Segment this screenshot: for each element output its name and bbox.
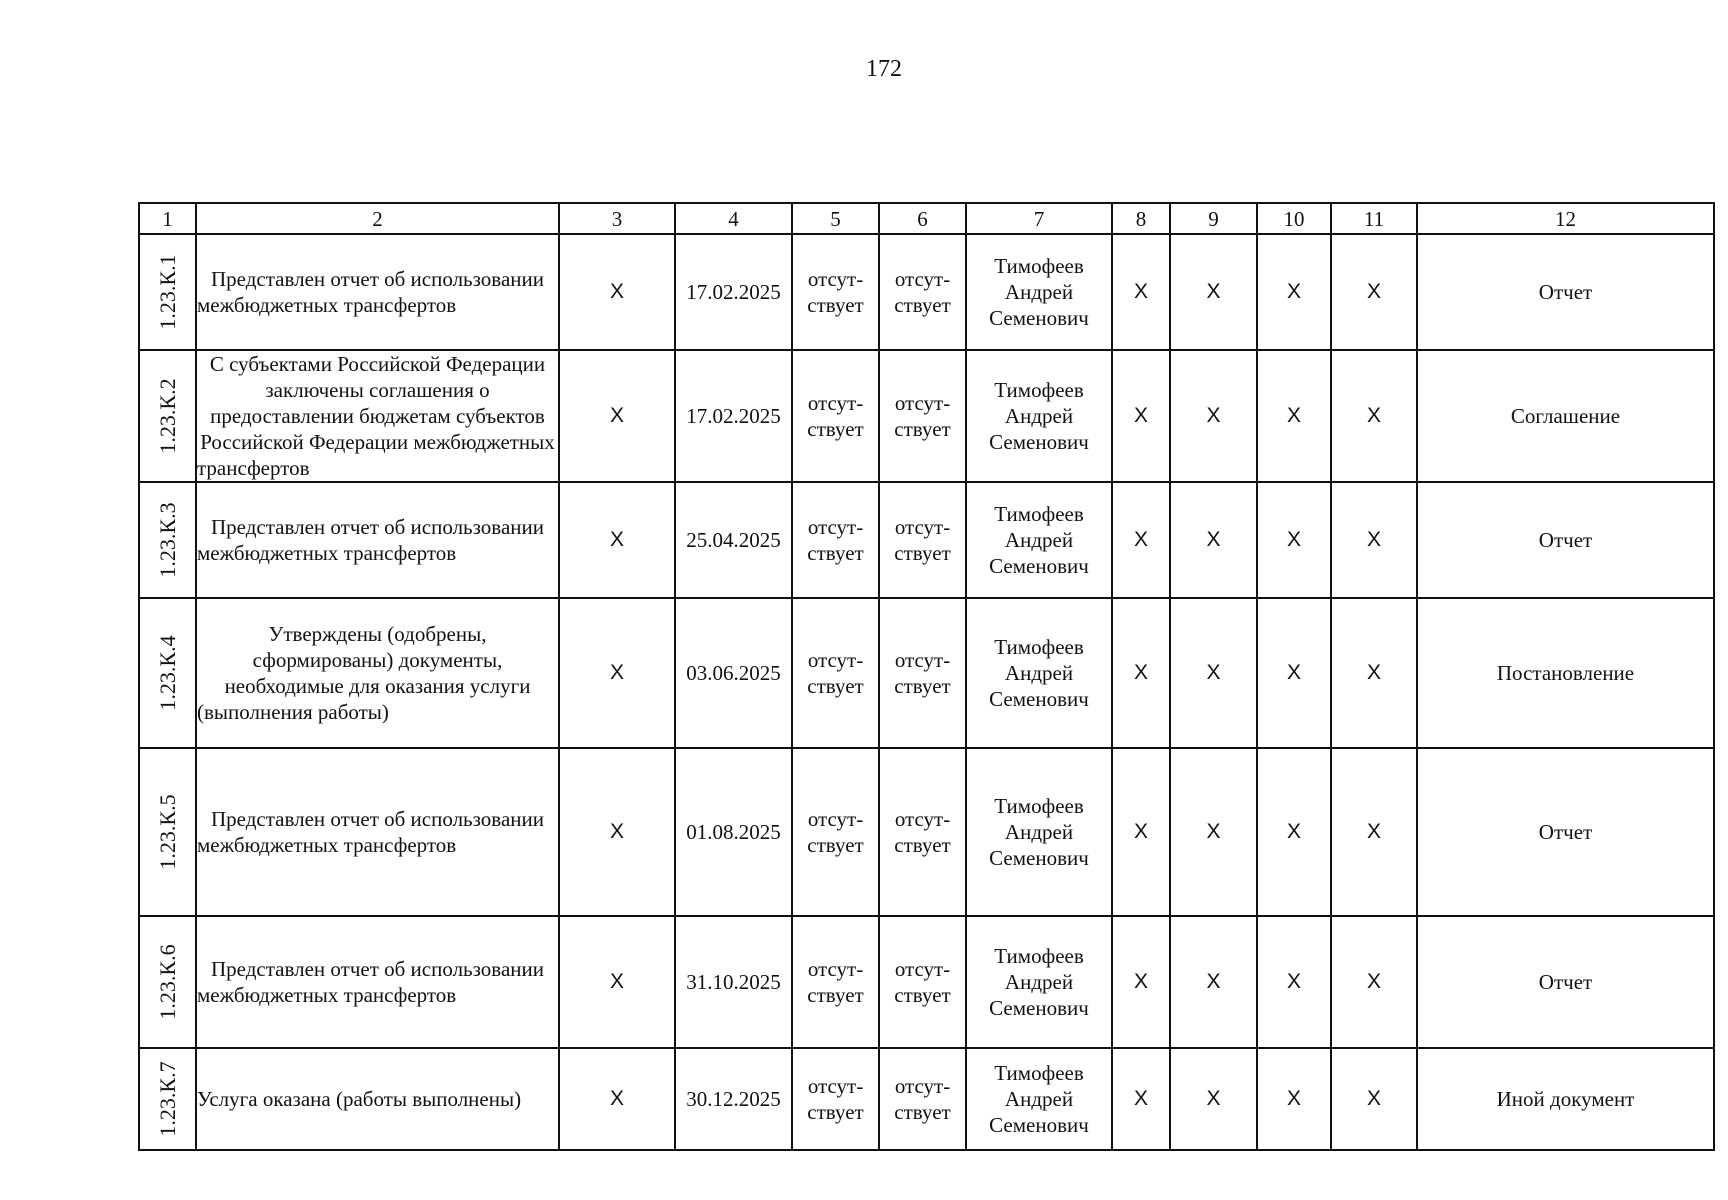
document-type-cell: Постановление — [1417, 598, 1714, 748]
table-row — [139, 748, 1714, 916]
table-row — [139, 1048, 1714, 1150]
document-type-cell: Отчет — [1417, 234, 1714, 350]
responsible-name-part: Семенович — [989, 996, 1089, 1020]
col6-cell: отсут-ствует — [879, 350, 966, 482]
col5-cell: отсут-ствует — [792, 1048, 879, 1150]
responsible-name-part: Тимофеев — [994, 635, 1084, 659]
column-number-header: 12 — [1417, 203, 1714, 234]
description-cell: Услуга оказана (работы выполнены) — [196, 1048, 559, 1150]
col8-cell: X — [1112, 234, 1170, 350]
date-cell: 03.06.2025 — [675, 598, 792, 748]
col10-cell: X — [1257, 598, 1331, 748]
col9-cell: X — [1170, 234, 1257, 350]
col6-cell: отсут-ствует — [879, 1048, 966, 1150]
col9-cell: X — [1170, 1048, 1257, 1150]
responsible-cell — [966, 748, 1112, 916]
col5-cell: отсут-ствует — [792, 234, 879, 350]
date-cell: 17.02.2025 — [675, 234, 792, 350]
responsible-cell — [966, 598, 1112, 748]
col11-cell: X — [1331, 350, 1417, 482]
table-row — [139, 482, 1714, 598]
date-cell: 31.10.2025 — [675, 916, 792, 1048]
row-code-cell — [139, 350, 196, 482]
col3-cell: X — [559, 350, 675, 482]
responsible-name-part: Андрей — [1004, 404, 1074, 428]
responsible-name-part: Семенович — [989, 687, 1089, 711]
col8-cell: X — [1112, 482, 1170, 598]
document-type-cell: Отчет — [1417, 916, 1714, 1048]
responsible-name-part: Тимофеев — [994, 794, 1084, 818]
responsible-name-part: Семенович — [989, 430, 1089, 454]
col11-cell: X — [1331, 748, 1417, 916]
responsible-cell — [966, 234, 1112, 350]
col3-cell: X — [559, 482, 675, 598]
col11-cell: X — [1331, 234, 1417, 350]
col6-cell: отсут-ствует — [879, 748, 966, 916]
row-code: 1.23.К.2 — [154, 378, 180, 454]
col3-cell: X — [559, 748, 675, 916]
col11-cell: X — [1331, 598, 1417, 748]
document-type-cell: Отчет — [1417, 482, 1714, 598]
document-type-cell: Отчет — [1417, 748, 1714, 916]
column-number-header: 7 — [966, 203, 1112, 234]
responsible-name-part: Андрей — [1004, 820, 1074, 844]
page-number: 172 — [866, 56, 902, 82]
col3-cell: X — [559, 234, 675, 350]
column-number-header: 8 — [1112, 203, 1170, 234]
col10-cell: X — [1257, 1048, 1331, 1150]
document-type-cell: Соглашение — [1417, 350, 1714, 482]
col6-cell: отсут-ствует — [879, 234, 966, 350]
responsible-name-part: Андрей — [1004, 970, 1074, 994]
description-cell: Представлен отчет об использовании межбюджетных трансфертов — [196, 234, 559, 350]
description-cell: Представлен отчет об использовании межбюджетных трансфертов — [196, 748, 559, 916]
col6-cell: отсут-ствует — [879, 598, 966, 748]
description-cell: Представлен отчет об использовании межбюджетных трансфертов — [196, 916, 559, 1048]
col6-cell: отсут-ствует — [879, 916, 966, 1048]
col3-cell: X — [559, 916, 675, 1048]
date-cell: 30.12.2025 — [675, 1048, 792, 1150]
col5-cell: отсут-ствует — [792, 916, 879, 1048]
col5-cell: отсут-ствует — [792, 350, 879, 482]
responsible-name-part: Андрей — [1004, 528, 1074, 552]
responsible-name-part: Тимофеев — [994, 378, 1084, 402]
col9-cell: X — [1170, 598, 1257, 748]
description-cell: Утверждены (одобрены, сформированы) документы, необходимые для оказания услуги (выполнения работы) — [196, 598, 559, 748]
responsible-name-part: Тимофеев — [994, 944, 1084, 968]
document-type-cell: Иной документ — [1417, 1048, 1714, 1150]
col9-cell: X — [1170, 482, 1257, 598]
responsible-name-part: Андрей — [1004, 661, 1074, 685]
col3-cell: X — [559, 598, 675, 748]
responsible-cell — [966, 482, 1112, 598]
col11-cell: X — [1331, 916, 1417, 1048]
date-cell: 25.04.2025 — [675, 482, 792, 598]
date-cell: 01.08.2025 — [675, 748, 792, 916]
row-code: 1.23.К.5 — [154, 794, 180, 870]
column-number-header: 11 — [1331, 203, 1417, 234]
column-number-row — [139, 203, 1714, 234]
column-number-header: 9 — [1170, 203, 1257, 234]
row-code-cell — [139, 598, 196, 748]
row-code-cell — [139, 482, 196, 598]
col11-cell: X — [1331, 482, 1417, 598]
column-number-header: 10 — [1257, 203, 1331, 234]
col5-cell: отсут-ствует — [792, 748, 879, 916]
responsible-name-part: Тимофеев — [994, 1061, 1084, 1085]
col11-cell: X — [1331, 1048, 1417, 1150]
row-code-cell — [139, 916, 196, 1048]
col10-cell: X — [1257, 482, 1331, 598]
row-code: 1.23.К.6 — [154, 944, 180, 1020]
date-cell: 17.02.2025 — [675, 350, 792, 482]
table-row — [139, 598, 1714, 748]
responsible-cell — [966, 916, 1112, 1048]
row-code: 1.23.К.3 — [154, 502, 180, 578]
row-code-cell — [139, 234, 196, 350]
responsible-name-part: Семенович — [989, 554, 1089, 578]
column-number-header: 1 — [139, 203, 196, 234]
col8-cell: X — [1112, 350, 1170, 482]
col10-cell: X — [1257, 350, 1331, 482]
row-code-cell — [139, 1048, 196, 1150]
responsible-name-part: Семенович — [989, 846, 1089, 870]
row-code-cell — [139, 748, 196, 916]
responsible-cell — [966, 350, 1112, 482]
description-cell: С субъектами Российской Федерации заключены соглашения о предоставлении бюджетам субъектов Российской Федерации межбюджетных трансфертов — [196, 350, 559, 482]
col8-cell: X — [1112, 916, 1170, 1048]
column-number-header: 5 — [792, 203, 879, 234]
col8-cell: X — [1112, 598, 1170, 748]
control-points-table — [138, 202, 1715, 1151]
table-row — [139, 916, 1714, 1048]
responsible-name-part: Тимофеев — [994, 502, 1084, 526]
col3-cell: X — [559, 1048, 675, 1150]
col10-cell: X — [1257, 748, 1331, 916]
table-row — [139, 234, 1714, 350]
col5-cell: отсут-ствует — [792, 482, 879, 598]
col10-cell: X — [1257, 234, 1331, 350]
table-row — [139, 350, 1714, 482]
col9-cell: X — [1170, 748, 1257, 916]
row-code: 1.23.К.1 — [154, 254, 180, 330]
col8-cell: X — [1112, 748, 1170, 916]
responsible-name-part: Семенович — [989, 306, 1089, 330]
responsible-name-part: Андрей — [1004, 280, 1074, 304]
description-cell: Представлен отчет об использовании межбюджетных трансфертов — [196, 482, 559, 598]
column-number-header: 2 — [196, 203, 559, 234]
column-number-header: 3 — [559, 203, 675, 234]
col10-cell: X — [1257, 916, 1331, 1048]
col9-cell: X — [1170, 916, 1257, 1048]
col6-cell: отсут-ствует — [879, 482, 966, 598]
col5-cell: отсут-ствует — [792, 598, 879, 748]
col8-cell: X — [1112, 1048, 1170, 1150]
row-code: 1.23.К.7 — [154, 1061, 180, 1137]
row-code: 1.23.К.4 — [154, 635, 180, 711]
col9-cell: X — [1170, 350, 1257, 482]
responsible-name-part: Тимофеев — [994, 254, 1084, 278]
responsible-name-part: Семенович — [989, 1113, 1089, 1137]
column-number-header: 6 — [879, 203, 966, 234]
responsible-cell — [966, 1048, 1112, 1150]
column-number-header: 4 — [675, 203, 792, 234]
responsible-name-part: Андрей — [1004, 1087, 1074, 1111]
